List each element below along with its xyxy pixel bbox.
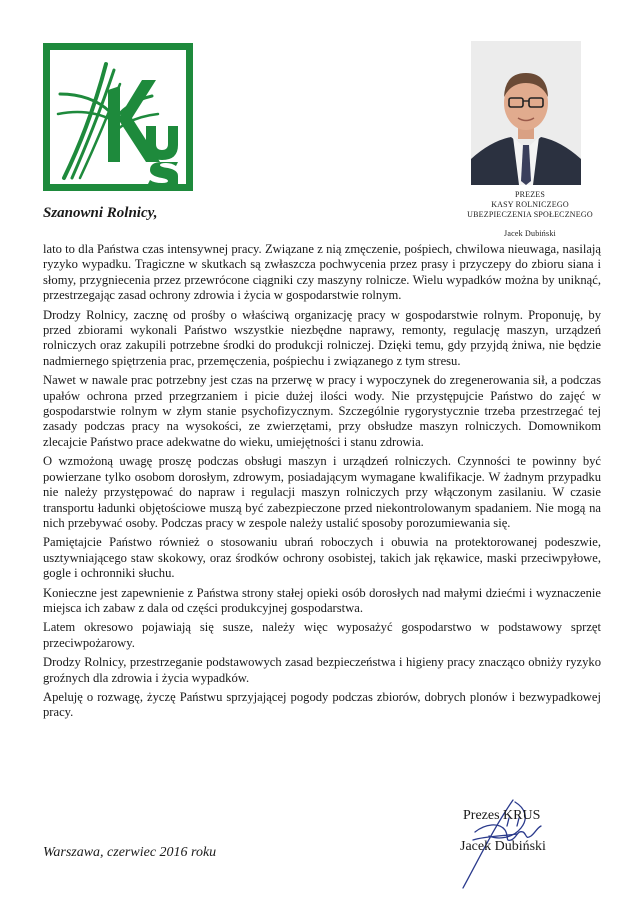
- signoff-name: Jacek Dubiński: [460, 839, 546, 854]
- paragraph-4: O wzmożoną uwagę proszę podczas obsługi maszyn i urządzeń rolniczych. Czynności te powinny być powierzane tylko osobom dorosłym, zdrowym, posiadającym wymagane kwalifikacje. W żadnym przypadku nie należy przystępować do napraw i regulacji maszyn rolniczych przy włączonym zasilaniu. W czasie transportu ładunki objętościowe muszą być zabezpieczone przed niekontrolowanym spadaniem. Nie mogą na nich przebywać osoby. Podczas pracy w zespole należy ustalić sposoby porozumiewania się.: [43, 454, 601, 530]
- portrait-photo: [471, 41, 581, 185]
- caption-title-line3: UBEZPIECZENIA SPOŁECZNEGO: [467, 210, 593, 219]
- photo-caption: [455, 190, 605, 239]
- place-and-date: Warszawa, czerwiec 2016 roku: [43, 845, 217, 860]
- caption-name: Jacek Dubiński: [504, 229, 556, 238]
- paragraph-5: Pamiętajcie Państwo również o stosowaniu ubrań roboczych i obuwia na protektorowanej podeszwie, usztywniającego staw skokowy, oraz środków ochrony osobistej, takich jak rękawice, maski przeciwpyłowe, gogle i ochronniki słuchu.: [43, 535, 601, 581]
- paragraph-9: Apeluję o rozwagę, życzę Państwu sprzyjającej pogody podczas zbiorów, dobrych plonów i bezwypadkowej pracy.: [43, 689, 601, 720]
- paragraph-1: lato to dla Państwa czas intensywnej pracy. Związane z nią zmęczenie, pośpiech, chwilowa nieuwaga, nasilają ryzyko wypadku. Tragiczne w skutkach są zwłaszcza pochwycenia przez prasy i przyczepy do zbioru siana i słomy, przygniecenia przez przewrócone ciągniki czy maszyny rolnicze. Wielu wypadków można by uniknąć, przestrzegając zasad ochrony zdrowia i życia w gospodarstwie rolnym.: [43, 242, 601, 303]
- portrait-illustration: [471, 41, 581, 185]
- krus-logo: [43, 43, 193, 191]
- paragraph-8: Drodzy Rolnicy, przestrzeganie podstawowych zasad bezpieczeństwa i higieny pracy znacząco obniży ryzyko groźnych dla zdrowia i życia wypadków.: [43, 655, 601, 685]
- krus-logo-inner: [50, 50, 186, 184]
- salutation: Szanowni Rolnicy,: [43, 205, 158, 221]
- signoff-role: Prezes KRUS: [463, 808, 541, 823]
- letter-body: [43, 242, 601, 725]
- caption-title-line1: PREZES: [514, 190, 546, 199]
- paragraph-6: Konieczne jest zapewnienie z Państwa strony stałej opieki osób dorosłych nad małymi dziećmi i wyznaczenie miejsca ich zabaw z dala od części produkcyjnej gospodarstwa.: [43, 585, 601, 615]
- paragraph-2: Drodzy Rolnicy, zacznę od prośby o właściwą organizację pracy w gospodarstwie rolnym. Proponuję, by przed zbiorami wykonali Państwo wszystkie niezbędne naprawy, remonty, regulację maszyn, urządzeń rolniczych oraz zakupili potrzebne środki do produkcji rolniczej. Dzięki temu, gdy przyjdą żniwa, nie będzie nadmiernego spiętrzenia prac, przemęczenia, pośpiechu i związanego z tym stresu.: [43, 307, 601, 368]
- caption-title-line2: KASY ROLNICZEGO: [491, 200, 569, 209]
- paragraph-7: Latem okresowo pojawiają się susze, należy więc wyposażyć gospodarstwo w podstawowy sprzęt przeciwpożarowy.: [43, 620, 601, 650]
- paragraph-3: Nawet w nawale prac potrzebny jest czas na przerwę w pracy i wypoczynek do zregenerowania sił, a podczas upałów ochrona przed przegrzaniem i picie dużej ilości wody. Nie przystępujcie Państwo do zajęć w gospodarstwie rolnym w złym stanie psychofizycznym. Szczególnie rygorystycznie trzeba przestrzegać tej zasady podczas pracy na wysokości, ze zwierzętami, przy obsłudze maszyn rolniczych. Domownikom zlecajcie Państwo prace adekwatne do wieku, umiejętności i stanu zdrowia.: [43, 373, 601, 449]
- krus-logo-mark: [50, 50, 186, 184]
- signoff-block: [460, 806, 546, 856]
